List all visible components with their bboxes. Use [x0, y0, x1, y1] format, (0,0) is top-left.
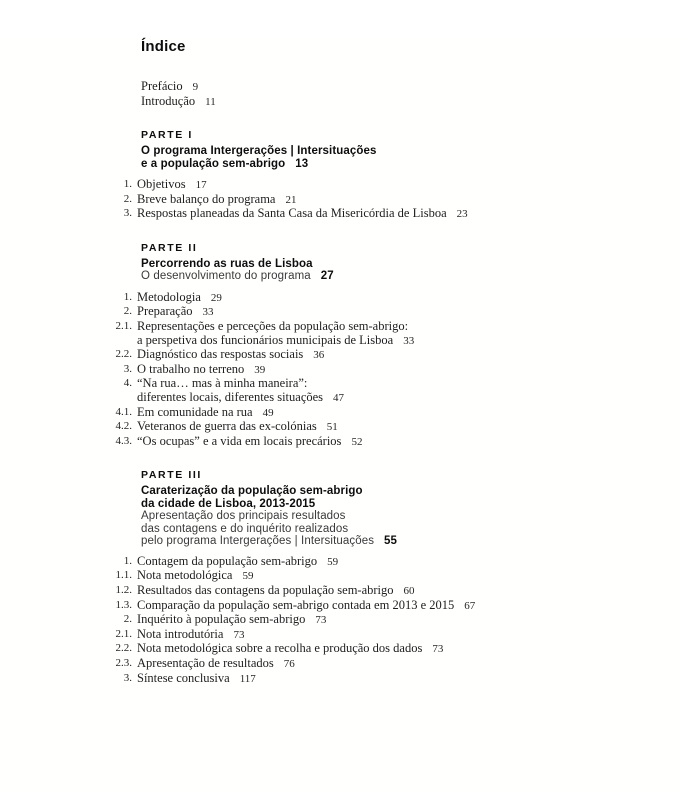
entry-page-number: 76: [283, 657, 295, 670]
entry-number: 4.3.: [115, 434, 132, 447]
entry-text: Objetivos: [137, 177, 186, 191]
part-heading: PARTE III: [141, 469, 202, 482]
entry-number: 4.1.: [115, 405, 132, 418]
toc-entry: [101, 584, 680, 599]
entry-page-number: 21: [285, 193, 297, 206]
entry-page-number: 23: [456, 208, 468, 221]
entry-number: 1.: [123, 554, 132, 567]
entry-page-number: 60: [403, 585, 415, 597]
toc-entry: [101, 406, 680, 421]
toc-entry: [101, 377, 680, 391]
entry-text: Diagnóstico das respostas sociais: [137, 347, 304, 362]
part-title-line: [141, 510, 680, 523]
entry-page-number: 49: [262, 406, 274, 419]
entry-number: 2.1.: [115, 319, 132, 332]
part-page-number: 55: [384, 535, 398, 548]
entry-page-number: 17: [195, 179, 207, 191]
toc-entry: [101, 628, 680, 643]
entry-page-number: 51: [326, 421, 338, 434]
part-page-number: 27: [320, 270, 334, 283]
part-title-line: [141, 523, 680, 536]
part-title-text: pelo programa Intergerações | Intersituações: [141, 535, 375, 548]
entry-page-number: 11: [205, 96, 216, 108]
entry-text: Inquérito à população sem-abrigo: [137, 612, 306, 627]
toc-entry: [101, 569, 680, 584]
part-title-line: [141, 485, 680, 498]
toc-entry: [101, 672, 680, 687]
part-title-text: Percorrendo as ruas de Lisboa: [141, 257, 313, 270]
entry-list: [101, 178, 680, 222]
entry-number: 1.: [123, 178, 132, 190]
toc-entry: [101, 657, 680, 672]
entry-number: 1.: [123, 290, 132, 303]
entry-number: 1.3.: [115, 598, 132, 611]
part-title-text: Apresentação dos principais resultados: [141, 510, 346, 523]
part-section-2: [101, 242, 680, 450]
entry-page-number: 67: [464, 599, 476, 612]
entry-page-number: 33: [202, 306, 214, 319]
part-page-number: 13: [295, 157, 309, 170]
toc-entry: [101, 555, 680, 570]
part-title-text: Caraterização da população sem-abrigo: [141, 485, 363, 498]
part-title-line: [141, 498, 680, 511]
entry-number: [101, 391, 137, 406]
entry-text: Representações e perceções da população sem-abrigo:: [137, 318, 409, 333]
part-title-line: [141, 145, 680, 158]
entry-number: 2.2.: [115, 642, 132, 655]
entry-page-number: 33: [403, 334, 415, 347]
entry-page-number: 29: [210, 291, 222, 304]
entry-list: [101, 555, 680, 686]
entry-number: [101, 334, 137, 349]
entry-page-number: 52: [351, 435, 363, 448]
entry-text: Em comunidade na rua: [137, 404, 253, 419]
part-title-line: [141, 158, 680, 171]
entry-page-number: 73: [432, 643, 444, 656]
entry-text: Nota metodológica sobre a recolha e produção dos dados: [137, 641, 423, 656]
toc-entry: [101, 420, 680, 435]
toc-entry-continuation: [101, 391, 680, 406]
part-title-line: [141, 535, 680, 548]
entry-page-number: 39: [254, 363, 266, 376]
entry-text: Veteranos de guerra das ex-colónias: [137, 419, 317, 434]
entry-number: 4.2.: [115, 420, 132, 433]
entry-number: 1.1.: [115, 569, 132, 582]
entry-text: Nota introdutória: [137, 626, 224, 641]
part-heading: PARTE II: [141, 241, 198, 254]
toc-page: [0, 38, 680, 792]
entry-number: 2.1.: [115, 627, 132, 640]
entry-text: Apresentação de resultados: [137, 655, 274, 670]
entry-text: Nota metodológica: [137, 568, 233, 583]
entry-text: Introdução: [141, 94, 196, 108]
entry-text: Comparação da população sem-abrigo contada em 2013 e 2015: [137, 597, 455, 612]
entry-text: O trabalho no terreno: [137, 361, 245, 376]
part-title-line: [141, 258, 680, 271]
entry-number: 1.2.: [115, 584, 132, 596]
entry-page-number: 36: [313, 349, 325, 362]
entry-text: Síntese conclusiva: [137, 670, 230, 685]
toc-entry: [101, 305, 680, 320]
part-title: [141, 485, 680, 548]
part-title-text: e a população sem-abrigo: [141, 157, 286, 170]
toc-entry: [101, 320, 680, 334]
part-title-text: das contagens e do inquérito realizados: [141, 522, 349, 535]
entry-page-number: 47: [333, 391, 345, 404]
entry-number: 2.: [123, 613, 132, 626]
entry-text: diferentes locais, diferentes situações: [137, 389, 324, 404]
part-section-3: [101, 469, 680, 686]
entry-page-number: 9: [192, 81, 199, 93]
toc-entry: [101, 348, 680, 363]
entry-text: Prefácio: [141, 79, 183, 93]
entry-text: Respostas planeadas da Santa Casa da Misericórdia de Lisboa: [137, 206, 447, 221]
part-title-text: O desenvolvimento do programa: [141, 270, 311, 283]
entry-text: Preparação: [137, 304, 193, 319]
entry-page-number: 59: [327, 555, 339, 568]
part-heading: PARTE I: [141, 129, 193, 141]
entry-number: 2.: [123, 305, 132, 318]
part-title: [141, 145, 680, 170]
front-matter-list: [141, 79, 680, 109]
entry-text: Contagem da população sem-abrigo: [137, 553, 318, 568]
entry-text: Metodologia: [137, 289, 201, 304]
part-title-text: O programa Intergerações | Intersituações: [141, 145, 377, 157]
toc-entry: [141, 94, 680, 109]
entry-text: Breve balanço do programa: [137, 191, 276, 206]
entry-page-number: 59: [242, 570, 254, 583]
toc-entry: [101, 363, 680, 378]
part-title-line: [141, 270, 680, 283]
toc-entry: [101, 291, 680, 306]
part-title-text: da cidade de Lisboa, 2013-2015: [141, 497, 316, 510]
page-title: Índice: [141, 38, 186, 55]
toc-entry: [101, 193, 680, 208]
entry-page-number: 73: [315, 614, 327, 627]
toc-entry: [101, 599, 680, 614]
entry-text: “Na rua… mas à minha maneira”:: [137, 376, 308, 391]
entry-number: 2.: [123, 192, 132, 205]
entry-list: [101, 291, 680, 450]
entry-page-number: 117: [239, 672, 256, 685]
toc-entry: [101, 435, 680, 450]
toc-entry: [101, 613, 680, 628]
toc-entry: [101, 642, 680, 657]
part-section-1: [101, 129, 680, 222]
entry-number: 3.: [123, 362, 132, 375]
entry-number: 3.: [123, 671, 132, 684]
entry-number: 2.2.: [115, 348, 132, 361]
toc-entry: [141, 79, 680, 94]
entry-number: 2.3.: [115, 656, 132, 669]
entry-text: Resultados das contagens da população sem-abrigo: [137, 583, 394, 597]
part-title: [141, 258, 680, 283]
toc-entry: [101, 178, 680, 193]
toc-entry: [101, 207, 680, 222]
entry-text: a perspetiva dos funcionários municipais de Lisboa: [137, 332, 394, 347]
entry-page-number: 73: [233, 628, 245, 641]
entry-number: 4.: [123, 377, 132, 390]
entry-text: “Os ocupas” e a vida em locais precários: [137, 433, 342, 448]
toc-entry-continuation: [101, 334, 680, 349]
entry-number: 3.: [123, 207, 132, 220]
